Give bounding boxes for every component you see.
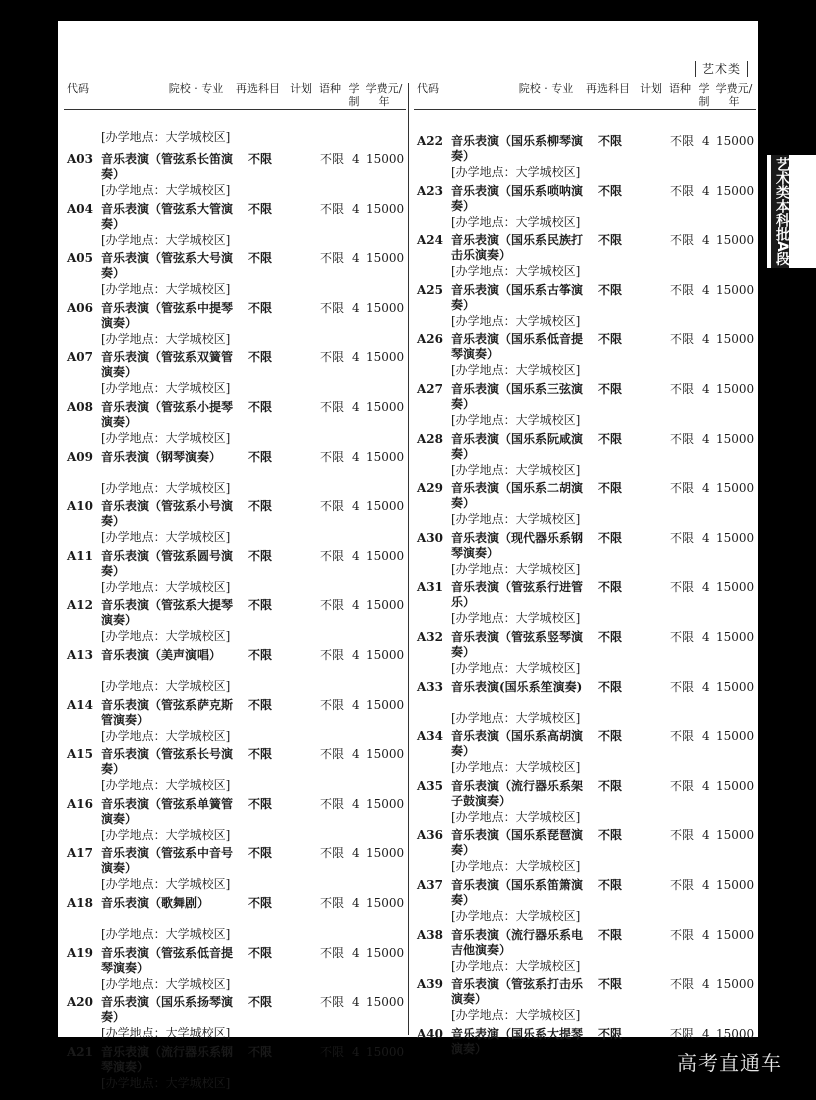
row-code: A35 — [417, 778, 444, 793]
row-code: A36 — [417, 828, 444, 843]
row-years: 4 — [352, 201, 360, 216]
row-subjects: 不限 — [598, 382, 623, 396]
row-years: 4 — [702, 382, 710, 396]
row-years: 4 — [352, 449, 360, 464]
row-major-name: 音乐表演（管弦系长笛演奏） — [101, 152, 234, 181]
row-code: A10 — [67, 499, 94, 514]
row-major-name: 音乐表演（国乐系琵琶演奏） — [451, 828, 584, 858]
row-major-name: 音乐表演（流行器乐系架子鼓演奏） — [451, 778, 584, 808]
row-location: [办学地点：大学城校区] — [101, 1075, 231, 1090]
row-language: 不限 — [670, 977, 695, 992]
row-fee: 15000 — [716, 382, 755, 396]
row-language: 不限 — [320, 499, 345, 514]
header-years: 学制 — [698, 82, 710, 108]
row-location: [办学地点：大学城校区] — [451, 859, 581, 874]
row-code: A21 — [67, 1044, 94, 1059]
row-code: A29 — [417, 481, 444, 496]
row-fee: 15000 — [366, 400, 405, 414]
row-subjects: 不限 — [248, 846, 273, 861]
row-code: A16 — [67, 796, 94, 811]
row-location: [办学地点：大学城校区] — [101, 1026, 231, 1041]
side-tab — [767, 155, 816, 268]
row-subjects: 不限 — [598, 927, 623, 942]
row-location: [办学地点：大学城校区] — [101, 629, 231, 644]
row-language: 不限 — [320, 201, 345, 216]
row-years: 4 — [352, 796, 360, 811]
row-code: A25 — [417, 282, 444, 297]
row-major-name: 音乐表演（管弦系打击乐演奏） — [451, 977, 584, 1007]
row-years: 4 — [702, 878, 710, 892]
row-major-name: 音乐表演（国乐系阮咸演奏） — [451, 431, 584, 461]
header-code: 代码 — [67, 82, 89, 95]
left-header-row — [64, 79, 406, 110]
row-subjects: 不限 — [248, 251, 273, 266]
row-location: [办学地点：大学城校区] — [101, 976, 231, 991]
row-subjects: 不限 — [248, 697, 273, 712]
row-fee: 15000 — [366, 896, 405, 910]
row-major-name: 音乐表演（管弦系低音提琴演奏） — [101, 945, 234, 975]
row-major-name: 音乐表演（钢琴演奏） — [101, 449, 222, 464]
row-language: 不限 — [320, 796, 345, 811]
row-language: 不限 — [670, 828, 695, 843]
header-plan: 计划 — [640, 82, 662, 95]
row-fee: 15000 — [366, 449, 405, 464]
row-language: 不限 — [670, 382, 695, 396]
row-subjects: 不限 — [598, 1026, 623, 1041]
section-label: 艺术类 — [695, 61, 748, 77]
row-fee: 15000 — [716, 530, 755, 545]
row-years: 4 — [702, 481, 710, 496]
row-major-name: 音乐表演（管弦系小提琴演奏） — [101, 400, 234, 429]
row-subjects: 不限 — [598, 134, 623, 148]
row-code: A03 — [67, 152, 94, 166]
row-major-name: 音乐表演（管弦系大提琴演奏） — [101, 598, 234, 628]
row-major-name: 音乐表演（管弦系中音号演奏） — [101, 846, 234, 876]
row-fee: 15000 — [366, 598, 405, 613]
row-location: [办学地点：大学城校区] — [451, 561, 581, 576]
row-code: A37 — [417, 878, 444, 892]
row-language: 不限 — [670, 927, 695, 942]
row-subjects: 不限 — [598, 729, 623, 744]
row-years: 4 — [352, 548, 360, 563]
row-years: 4 — [702, 679, 710, 694]
row-fee: 15000 — [716, 729, 755, 744]
row-fee: 15000 — [716, 481, 755, 496]
header-major: 院校 · 专业 — [168, 82, 224, 95]
row-fee: 15000 — [366, 697, 405, 712]
row-major-name: 音乐表演（管弦系大管演奏） — [101, 201, 234, 231]
row-fee: 15000 — [716, 431, 755, 446]
row-language: 不限 — [320, 400, 345, 414]
row-fee: 15000 — [716, 580, 755, 595]
row-years: 4 — [352, 400, 360, 414]
row-major-name: 音乐表演（国乐系唢呐演奏） — [451, 183, 584, 213]
row-language: 不限 — [320, 846, 345, 861]
row-language: 不限 — [670, 878, 695, 892]
row-subjects: 不限 — [248, 598, 273, 613]
row-language: 不限 — [320, 945, 345, 960]
row-code: A15 — [67, 747, 94, 762]
row-fee: 15000 — [716, 183, 755, 198]
row-years: 4 — [352, 648, 360, 662]
row-fee: 15000 — [366, 499, 405, 514]
row-fee: 15000 — [716, 828, 755, 843]
row-subjects: 不限 — [248, 995, 273, 1010]
row-code: A17 — [67, 846, 94, 861]
row-years: 4 — [702, 580, 710, 595]
row-language: 不限 — [320, 251, 345, 266]
row-major-name: 音乐表演（国乐系三弦演奏） — [451, 382, 584, 411]
header-plan: 计划 — [290, 82, 312, 95]
row-language: 不限 — [670, 332, 695, 347]
row-language: 不限 — [670, 630, 695, 644]
row-years: 4 — [702, 729, 710, 744]
row-fee: 15000 — [366, 201, 405, 216]
row-fee: 15000 — [716, 134, 755, 148]
header-subjects: 再选科目 — [586, 82, 630, 95]
row-years: 4 — [352, 896, 360, 910]
row-language: 不限 — [670, 282, 695, 297]
row-major-name: 音乐表演（流行器乐系电吉他演奏） — [451, 927, 584, 957]
row-years: 4 — [352, 350, 360, 365]
row-years: 4 — [702, 233, 710, 248]
header-subjects: 再选科目 — [236, 82, 280, 95]
row-code: A38 — [417, 927, 444, 942]
row-subjects: 不限 — [248, 548, 273, 563]
row-major-name: 音乐表演（国乐系大提琴演奏） — [451, 1026, 584, 1056]
row-major-name: 音乐表演(国乐系笙演奏) — [451, 679, 583, 694]
row-major-name: 音乐表演（国乐系笛箫演奏） — [451, 878, 584, 907]
row-fee: 15000 — [716, 233, 755, 248]
row-years: 4 — [702, 927, 710, 942]
row-fee: 15000 — [366, 152, 405, 166]
row-subjects: 不限 — [248, 499, 273, 514]
row-code: A09 — [67, 449, 94, 464]
row-subjects: 不限 — [248, 747, 273, 762]
row-fee: 15000 — [366, 995, 405, 1010]
row-language: 不限 — [320, 995, 345, 1010]
row-fee: 15000 — [366, 548, 405, 563]
row-code: A28 — [417, 431, 444, 446]
row-subjects: 不限 — [598, 679, 623, 694]
header-language: 语种 — [319, 82, 341, 95]
row-years: 4 — [702, 134, 710, 148]
row-major-name: 音乐表演（管弦系竖琴演奏） — [451, 630, 584, 659]
row-years: 4 — [702, 431, 710, 446]
row-subjects: 不限 — [598, 481, 623, 496]
row-fee: 15000 — [716, 977, 755, 992]
row-language: 不限 — [320, 300, 345, 315]
row-fee: 15000 — [716, 927, 755, 942]
row-language: 不限 — [320, 350, 345, 365]
row-location: [办学地点：大学城校区] — [451, 710, 581, 725]
row-fee: 15000 — [716, 679, 755, 694]
row-location: [办学地点：大学城校区] — [101, 331, 231, 346]
row-language: 不限 — [320, 548, 345, 563]
row-subjects: 不限 — [248, 1044, 273, 1059]
row-major-name: 音乐表演（国乐系二胡演奏） — [451, 481, 584, 511]
row-subjects: 不限 — [248, 945, 273, 960]
row-subjects: 不限 — [248, 350, 273, 365]
left-column — [64, 79, 406, 1090]
row-years: 4 — [702, 332, 710, 347]
right-column — [414, 79, 756, 1056]
row-language: 不限 — [670, 679, 695, 694]
row-fee: 15000 — [366, 251, 405, 266]
row-fee: 15000 — [366, 747, 405, 762]
row-location: [办学地点：大学城校区] — [101, 579, 231, 594]
row-code: A22 — [417, 134, 444, 148]
row-years: 4 — [352, 152, 360, 166]
row-subjects: 不限 — [598, 530, 623, 545]
row-code: A20 — [67, 995, 94, 1010]
row-subjects: 不限 — [248, 896, 273, 910]
row-subjects: 不限 — [598, 332, 623, 347]
row-location: [办学地点：大学城校区] — [101, 827, 231, 842]
row-major-name: 音乐表演（流行器乐系钢琴演奏） — [101, 1044, 234, 1074]
row-language: 不限 — [670, 1026, 695, 1041]
header-years: 学制 — [348, 82, 360, 108]
row-years: 4 — [352, 747, 360, 762]
row-location: [办学地点：大学城校区] — [451, 760, 581, 775]
column-divider — [408, 83, 409, 1035]
row-location: [办学地点：大学城校区] — [451, 512, 581, 527]
row-fee: 15000 — [716, 630, 755, 644]
side-tab-label: 艺术类本科批A段 — [771, 155, 789, 268]
row-major-name: 音乐表演（现代器乐系钢琴演奏） — [451, 530, 584, 560]
row-language: 不限 — [320, 598, 345, 613]
row-major-name: 音乐表演（管弦系双簧管演奏） — [101, 350, 234, 380]
row-subjects: 不限 — [598, 233, 623, 248]
row-code: A24 — [417, 233, 444, 248]
row-years: 4 — [352, 697, 360, 712]
row-code: A40 — [417, 1026, 444, 1041]
row-location: [办学地点：大学城校区] — [101, 877, 231, 892]
row-location: [办学地点：大学城校区] — [451, 264, 581, 279]
row-major-name: 音乐表演（国乐系古筝演奏） — [451, 282, 584, 312]
row-fee: 15000 — [716, 778, 755, 793]
row-language: 不限 — [670, 778, 695, 793]
row-code: A23 — [417, 183, 444, 198]
row-years: 4 — [352, 995, 360, 1010]
row-subjects: 不限 — [598, 828, 623, 843]
row-location: [办学地点：大学城校区] — [451, 313, 581, 328]
row-location: [办学地点：大学城校区] — [101, 679, 231, 693]
header-major: 院校 · 专业 — [518, 82, 574, 95]
row-subjects: 不限 — [248, 400, 273, 414]
row-location: [办学地点：大学城校区] — [451, 661, 581, 675]
row-code: A26 — [417, 332, 444, 347]
row-location: [办学地点：大学城校区] — [451, 363, 581, 378]
row-fee: 15000 — [366, 846, 405, 861]
row-major-name: 音乐表演（管弦系行进管乐） — [451, 580, 584, 610]
row-fee: 15000 — [716, 332, 755, 347]
row-code: A30 — [417, 530, 444, 545]
row-location: [办学地点：大学城校区] — [101, 282, 231, 297]
row-subjects: 不限 — [248, 152, 273, 166]
row-language: 不限 — [670, 481, 695, 496]
header-language: 语种 — [669, 82, 691, 95]
row-location: [办学地点：大学城校区] — [101, 381, 231, 396]
row-major-name: 音乐表演（管弦系圆号演奏） — [101, 548, 234, 578]
row-code: A06 — [67, 300, 94, 315]
row-location: [办学地点：大学城校区] — [101, 431, 231, 445]
row-code: A39 — [417, 977, 444, 992]
row-language: 不限 — [320, 747, 345, 762]
row-language: 不限 — [670, 183, 695, 198]
row-major-name: 音乐表演（管弦系长号演奏） — [101, 747, 234, 777]
row-language: 不限 — [320, 152, 345, 166]
row-code: A33 — [417, 679, 444, 694]
row-years: 4 — [702, 183, 710, 198]
row-major-name: 音乐表演（管弦系中提琴演奏） — [101, 300, 234, 330]
row-subjects: 不限 — [598, 580, 623, 595]
row-subjects: 不限 — [598, 878, 623, 892]
right-header-row — [414, 79, 756, 110]
header-fee: 学费元/年 — [715, 82, 753, 108]
row-language: 不限 — [320, 449, 345, 464]
row-fee: 15000 — [366, 1044, 405, 1059]
row-language: 不限 — [670, 431, 695, 446]
row-language: 不限 — [320, 896, 345, 910]
row-code: A19 — [67, 945, 94, 960]
row-subjects: 不限 — [248, 449, 273, 464]
row-fee: 15000 — [366, 300, 405, 315]
row-language: 不限 — [320, 697, 345, 712]
row-subjects: 不限 — [248, 201, 273, 216]
row-location: [办学地点：大学城校区] — [451, 1008, 581, 1023]
row-code: A12 — [67, 598, 94, 613]
row-subjects: 不限 — [598, 282, 623, 297]
row-language: 不限 — [670, 530, 695, 545]
row-code: A04 — [67, 201, 94, 216]
row-major-name: 音乐表演（管弦系萨克斯管演奏） — [101, 697, 234, 727]
row-major-name: 音乐表演（管弦系单簧管演奏） — [101, 796, 234, 826]
row-location: [办学地点：大学城校区] — [451, 413, 581, 427]
row-years: 4 — [702, 977, 710, 992]
row-subjects: 不限 — [598, 778, 623, 793]
row-language: 不限 — [320, 648, 345, 662]
row-fee: 15000 — [716, 282, 755, 297]
row-major-name: 音乐表演（国乐系民族打击乐演奏） — [451, 233, 584, 263]
row-subjects: 不限 — [248, 648, 273, 662]
row-years: 4 — [352, 846, 360, 861]
row-major-name: 音乐表演（管弦系大号演奏） — [101, 251, 234, 281]
row-code: A11 — [67, 548, 94, 563]
row-major-name: 音乐表演（管弦系小号演奏） — [101, 499, 234, 529]
row-major-name: 音乐表演（国乐系低音提琴演奏） — [451, 332, 584, 362]
row-years: 4 — [702, 1026, 710, 1041]
row-code: A08 — [67, 400, 94, 414]
row-years: 4 — [702, 630, 710, 644]
row-location: [办学地点：大学城校区] — [451, 462, 581, 477]
row-code: A18 — [67, 896, 94, 910]
row-language: 不限 — [320, 1044, 345, 1059]
row-years: 4 — [352, 499, 360, 514]
row-subjects: 不限 — [248, 796, 273, 811]
row-code: A07 — [67, 350, 94, 365]
row-years: 4 — [702, 530, 710, 545]
row-code: A34 — [417, 729, 444, 744]
row-location: [办学地点：大学城校区] — [451, 214, 581, 229]
watermark: 高考直通车 — [677, 1051, 782, 1075]
row-years: 4 — [702, 778, 710, 793]
row-years: 4 — [352, 251, 360, 266]
row-fee: 15000 — [366, 648, 405, 662]
row-fee: 15000 — [366, 945, 405, 960]
row-language: 不限 — [670, 729, 695, 744]
row-code: A27 — [417, 382, 444, 396]
header-fee: 学费元/年 — [365, 82, 403, 108]
row-major-name: 音乐表演（国乐系高胡演奏） — [451, 729, 584, 759]
row-location: [办学地点：大学城校区] — [451, 958, 581, 973]
row-fee: 15000 — [366, 350, 405, 365]
row-location: [办学地点：大学城校区] — [451, 611, 581, 626]
row-location: [办学地点：大学城校区] — [451, 909, 581, 923]
row-major-name: 音乐表演（歌舞剧） — [101, 896, 210, 910]
row-subjects: 不限 — [598, 977, 623, 992]
row-location: [办学地点：大学城校区] — [101, 728, 231, 743]
row-years: 4 — [352, 1044, 360, 1059]
row-years: 4 — [702, 282, 710, 297]
row-fee: 15000 — [366, 796, 405, 811]
row-code: A14 — [67, 697, 94, 712]
row-subjects: 不限 — [248, 300, 273, 315]
row-location: [办学地点：大学城校区] — [101, 183, 231, 197]
row-code: A05 — [67, 251, 94, 266]
row-major-name: 音乐表演（美声演唱） — [101, 648, 222, 662]
row-subjects: 不限 — [598, 183, 623, 198]
row-location: [办学地点：大学城校区] — [101, 778, 231, 793]
row-years: 4 — [352, 945, 360, 960]
header-code: 代码 — [417, 82, 439, 95]
row-fee: 15000 — [716, 878, 755, 892]
row-location: [办学地点：大学城校区] — [451, 809, 581, 824]
row-code: A13 — [67, 648, 94, 662]
row-location: [办学地点：大学城校区] — [101, 232, 231, 247]
row-years: 4 — [702, 828, 710, 843]
row-code: A31 — [417, 580, 444, 595]
row-location: [办学地点：大学城校区] — [101, 530, 231, 545]
row-major-name: 音乐表演（国乐系柳琴演奏） — [451, 134, 584, 163]
row-subjects: 不限 — [598, 630, 623, 644]
row-location: [办学地点：大学城校区] — [101, 480, 231, 495]
row-fee: 15000 — [716, 1026, 755, 1041]
row-code: A32 — [417, 630, 444, 644]
row-years: 4 — [352, 300, 360, 315]
row-language: 不限 — [670, 580, 695, 595]
row-years: 4 — [352, 598, 360, 613]
row-language: 不限 — [670, 134, 695, 148]
row-major-name: 音乐表演（国乐系扬琴演奏） — [101, 995, 234, 1025]
row-subjects: 不限 — [598, 431, 623, 446]
row-language: 不限 — [670, 233, 695, 248]
row-location: [办学地点：大学城校区] — [451, 165, 581, 179]
row-location: [办学地点：大学城校区] — [101, 927, 231, 941]
location-text: [办学地点：大学城校区] — [101, 130, 231, 144]
